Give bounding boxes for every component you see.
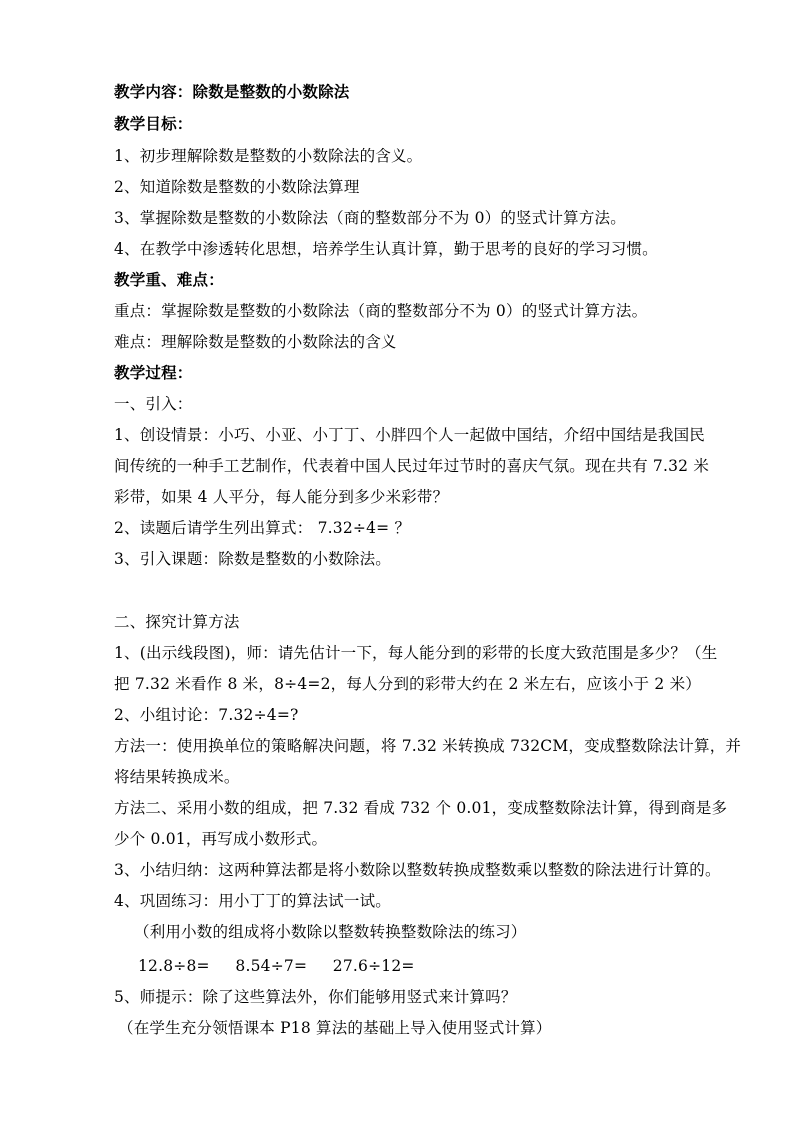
paragraph-line: 少个 0.01，再写成小数形式。 [114, 830, 328, 848]
paragraph-line: 1、(出示线段图)，师：请先估计一下，每人能分到的彩带的长度大致范围是多少？（生 [114, 644, 718, 662]
key-point: 重点：掌握除数是整数的小数除法（商的整数部分不为 0）的竖式计算方法。 [114, 302, 648, 320]
paragraph-line: 5、师提示：除了这些算法外，你们能够用竖式来计算吗？ [114, 988, 517, 1006]
paragraph-line: 方法二、采用小数的组成，把 7.32 看成 732 个 0.01，变成整数除法计算，得到商是多 [114, 799, 728, 817]
paragraph-line: 4、巩固练习：用小丁丁的算法试一试。 [114, 892, 391, 910]
objective-item: 4、在教学中渗透转化思想，培养学生认真计算，勤于思考的良好的学习习惯。 [114, 240, 658, 258]
process-heading: 教学过程： [114, 363, 193, 382]
paragraph-line: 3、引入课题：除数是整数的小数除法。 [114, 550, 391, 568]
paragraph-line: 2、读题后请学生列出算式： 7.32÷4= ？ [114, 519, 411, 537]
paragraph-line: 3、小结归纳：这两种算法都是将小数除以整数转换成整数乘以整数的除法进行计算的。 [114, 861, 721, 879]
objective-item: 3、掌握除数是整数的小数除法（商的整数部分不为 0）的竖式计算方法。 [114, 209, 626, 227]
section-heading: 二、探究计算方法 [114, 613, 240, 631]
key-points-heading: 教学重、难点： [114, 270, 224, 289]
difficult-point: 难点：理解除数是整数的小数除法的含义 [114, 333, 397, 351]
paragraph-line: 将结果转换成米。 [114, 768, 240, 786]
paragraph-note: （利用小数的组成将小数除以整数转换整数除法的练习） [134, 923, 527, 941]
paragraph-note: （在学生充分领悟课本 P18 算法的基础上导入使用竖式计算） [118, 1019, 552, 1037]
lesson-title: 教学内容：除数是整数的小数除法 [114, 82, 350, 101]
paragraph-line: 彩带，如果 4 人平分，每人能分到多少米彩带？ [114, 488, 449, 506]
exercise-list: 12.8÷8= 8.54÷7= 27.6÷12= [138, 957, 415, 975]
paragraph-line: 2、小组讨论：7.32÷4=? [114, 706, 299, 724]
objective-item: 2、知道除数是整数的小数除法算理 [114, 178, 360, 196]
objectives-heading: 教学目标： [114, 114, 193, 133]
section-heading: 一、引入： [114, 395, 193, 413]
paragraph-line: 方法一：使用换单位的策略解决问题，将 7.32 米转换成 732CM，变成整数除法计算，并 [114, 737, 742, 755]
paragraph-line: 1、创设情景：小巧、小亚、小丁丁、小胖四个人一起做中国结，介绍中国结是我国民 [114, 426, 705, 444]
paragraph-line: 把 7.32 米看作 8 米，8÷4=2，每人分到的彩带大约在 2 米左右，应该小于 2 米） [114, 675, 701, 693]
paragraph-line: 间传统的一种手工艺制作，代表着中国人民过年过节时的喜庆气氛。现在共有 7.32 米 [114, 457, 710, 475]
objective-item: 1、初步理解除数是整数的小数除法的含义。 [114, 147, 423, 165]
